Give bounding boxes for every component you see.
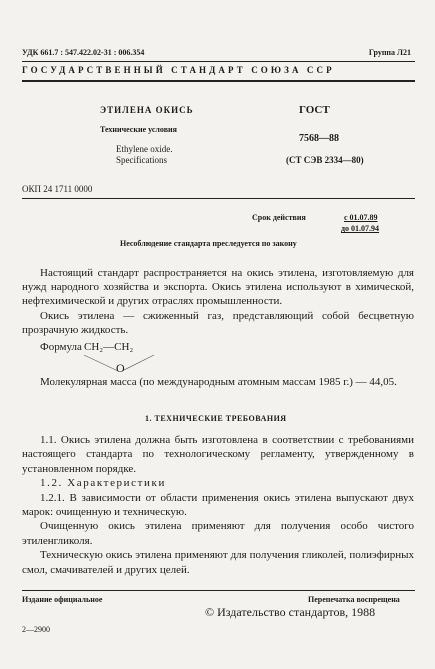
okp-code: ОКП 24 1711 0000 [22, 184, 93, 194]
validity-label: Срок действия [252, 213, 306, 222]
purified-grade-paragraph: Очищенную окись этилена применяют для получения особо чистого этиленгликоля. [22, 520, 414, 547]
gost-label: ГОСТ [299, 104, 330, 116]
st-sev-reference: (СТ СЭВ 2334—80) [286, 155, 364, 165]
subtitle-english: Specifications [116, 155, 167, 165]
clause-1-1: 1.1. Окись этилена должна быть изготовлена в соответствии с требованиями настоящего стандарта по технологическому регламенту, утвержденному в установленном порядке. [22, 434, 414, 475]
reprint-notice: Перепечатка воспрещена [308, 595, 400, 604]
description-paragraph: Окись этилена — сжиженный газ, представляющий собой бесцветную прозрачную жидкость. [22, 309, 414, 336]
validity-from: с 01.07.89 [344, 213, 378, 222]
section-heading: 1. ТЕХНИЧЕСКИЕ ТРЕБОВАНИЯ [145, 414, 287, 423]
state-standard-title: ГОСУДАРСТВЕННЫЙ СТАНДАРТ СОЮЗА ССР [22, 65, 335, 75]
footer-rule [22, 590, 415, 591]
bond-line-right [122, 355, 154, 371]
intro-paragraph: Настоящий стандарт распространяется на окись этилена, изготовляемую для нужд народного хозяйства и экспорта. Окись этилена используют в химической, нефтехимической и других отраслях промышленности. [22, 267, 414, 308]
molar-mass-paragraph: Молекулярная масса (по международным атомным массам 1985 г.) — 44,05. [40, 376, 397, 388]
document-title: ЭТИЛЕНА ОКИСЬ [100, 105, 194, 115]
chemical-formula: CH₂—CH₂ [84, 341, 134, 353]
header-rule-top [22, 61, 415, 62]
okp-rule [22, 198, 415, 199]
formula-label: Формула [40, 341, 82, 353]
technical-grade-paragraph: Техническую окись этилена применяют для получения гликолей, полиэфирных смол, смачивателей и других целей. [22, 549, 414, 576]
header-rule-bottom [22, 80, 415, 82]
gost-number: 7568—88 [299, 133, 339, 144]
section-body [22, 433, 414, 577]
clause-1-2: 1.2. Характеристики [40, 477, 166, 490]
molar-mass-block [22, 375, 414, 389]
bond-line-left [84, 355, 118, 371]
title-english: Ethylene oxide. [116, 144, 173, 154]
document-subtitle: Технические условия [100, 125, 177, 134]
group-code: Группа Л21 [368, 48, 411, 57]
official-edition: Издание официальное [22, 595, 103, 604]
validity-to: до 01.07.94 [341, 224, 380, 233]
clause-1-2-1: 1.2.1. В зависимости от области применения окись этилена выпускают двух марок: очищенную и техническую. [22, 491, 414, 519]
formula-oxygen: O [116, 361, 125, 375]
copyright-notice: © Издательство стандартов, 1988 [205, 605, 376, 619]
intro-block [22, 266, 414, 337]
print-code: 2—2900 [22, 625, 50, 634]
udk-code: УДК 661.7 : 547.422.02-31 : 006.354 [22, 48, 145, 57]
law-notice: Несоблюдение стандарта преследуется по закону [120, 239, 297, 248]
